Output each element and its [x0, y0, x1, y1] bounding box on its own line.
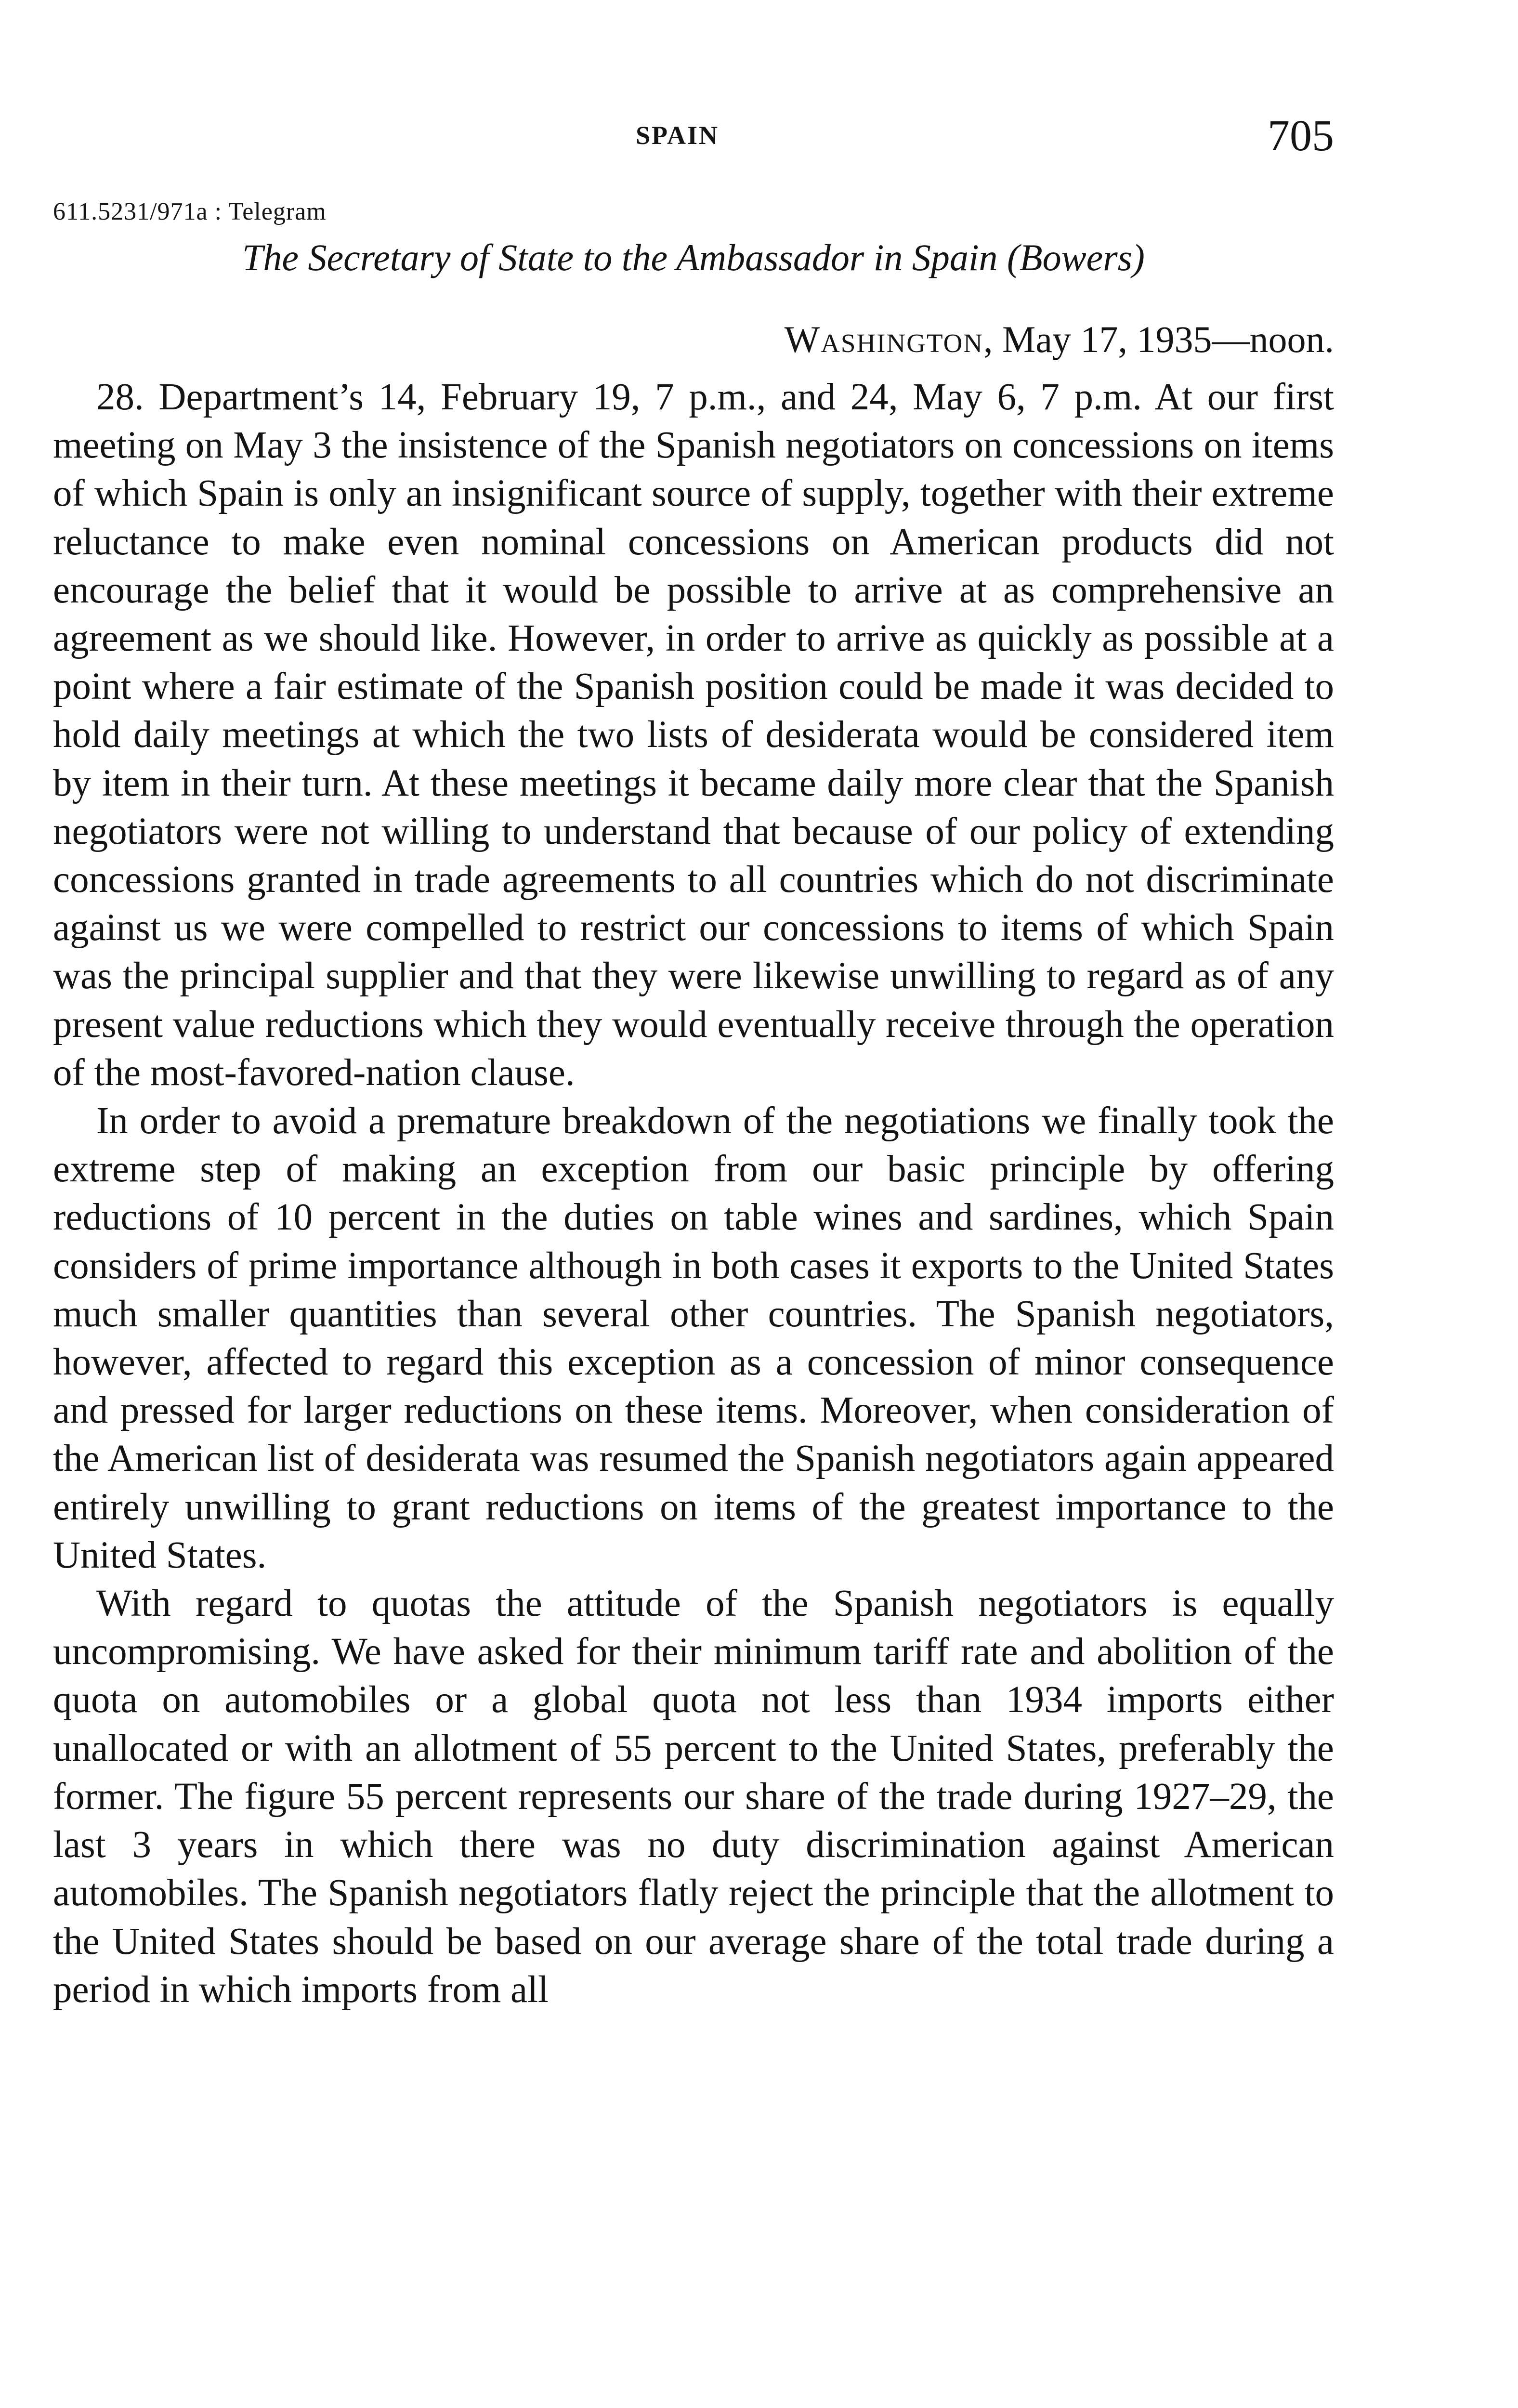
- body-text: [53, 373, 1334, 2014]
- page-number: 705: [1268, 111, 1334, 160]
- dateline-place: Washington: [784, 318, 984, 360]
- running-title: SPAIN: [636, 121, 720, 150]
- running-head: [53, 110, 1334, 163]
- dateline: [785, 318, 1334, 361]
- paragraph: With regard to quotas the attitude of the Spanish negotiators is equally uncompromising. We have asked for their minimum tariff rate and abolition of the quota on automobiles or a global quota not less than 1934 imports either unallocated or with an allotment of 55 percent to the United States, preferably the former. The figure 55 percent represents our share of the trade during 1927–29, the last 3 years in which there was no duty discrimination against American automobiles. The Spanish negotiators flatly reject the principle that the allotment to the United States should be based on our average share of the total trade during a period in which imports from all: [53, 1583, 1334, 2011]
- document-heading: The Secretary of State to the Ambassador in Spain (Bowers): [242, 236, 1145, 278]
- document-page: [53, 0, 1334, 2408]
- paragraph: In order to avoid a premature breakdown of the negotiations we finally took the extreme step of making an exception from our basic principle by offering reductions of 10 percent in the duties on table wines and sardines, which Spain considers of prime importance although in both cases it exports to the United States much smaller quantities than several other countries. The Spanish negotiators, however, affected to regard this exception as a concession of minor consequence and pressed for larger reductions on these items. Moreover, when consideration of the American list of desiderata was resumed the Spanish negotiators again appeared entirely unwilling to grant reductions on items of the greatest importance to the United States.: [53, 1100, 1334, 1576]
- dateline-date: , May 17, 1935—noon.: [983, 318, 1334, 360]
- file-reference: 611.5231/971a : Telegram: [53, 198, 327, 225]
- paragraph: 28. Department’s 14, February 19, 7 p.m., and 24, May 6, 7 p.m. At our first meeting on May 3 the insistence of the Spanish negotiators on concessions on items of which Spain is only an insignificant source of supply, together with their extreme reluctance to make even nominal concessions on American products did not encourage the belief that it would be possible to arrive at as comprehensive an agreement as we should like. However, in order to arrive as quickly as possible at a point where a fair estimate of the Spanish position could be made it was decided to hold daily meetings at which the two lists of desiderata would be considered item by item in their turn. At these meetings it became daily more clear that the Spanish negotiators were not willing to understand that because of our policy of extending concessions granted in trade agreements to all countries which do not discriminate against us we were compelled to restrict our concessions to items of which Spain was the principal supplier and that they were likewise unwilling to regard as of any present value reductions which they would eventually receive through the operation of the most-favored-nation clause.: [53, 376, 1334, 1094]
